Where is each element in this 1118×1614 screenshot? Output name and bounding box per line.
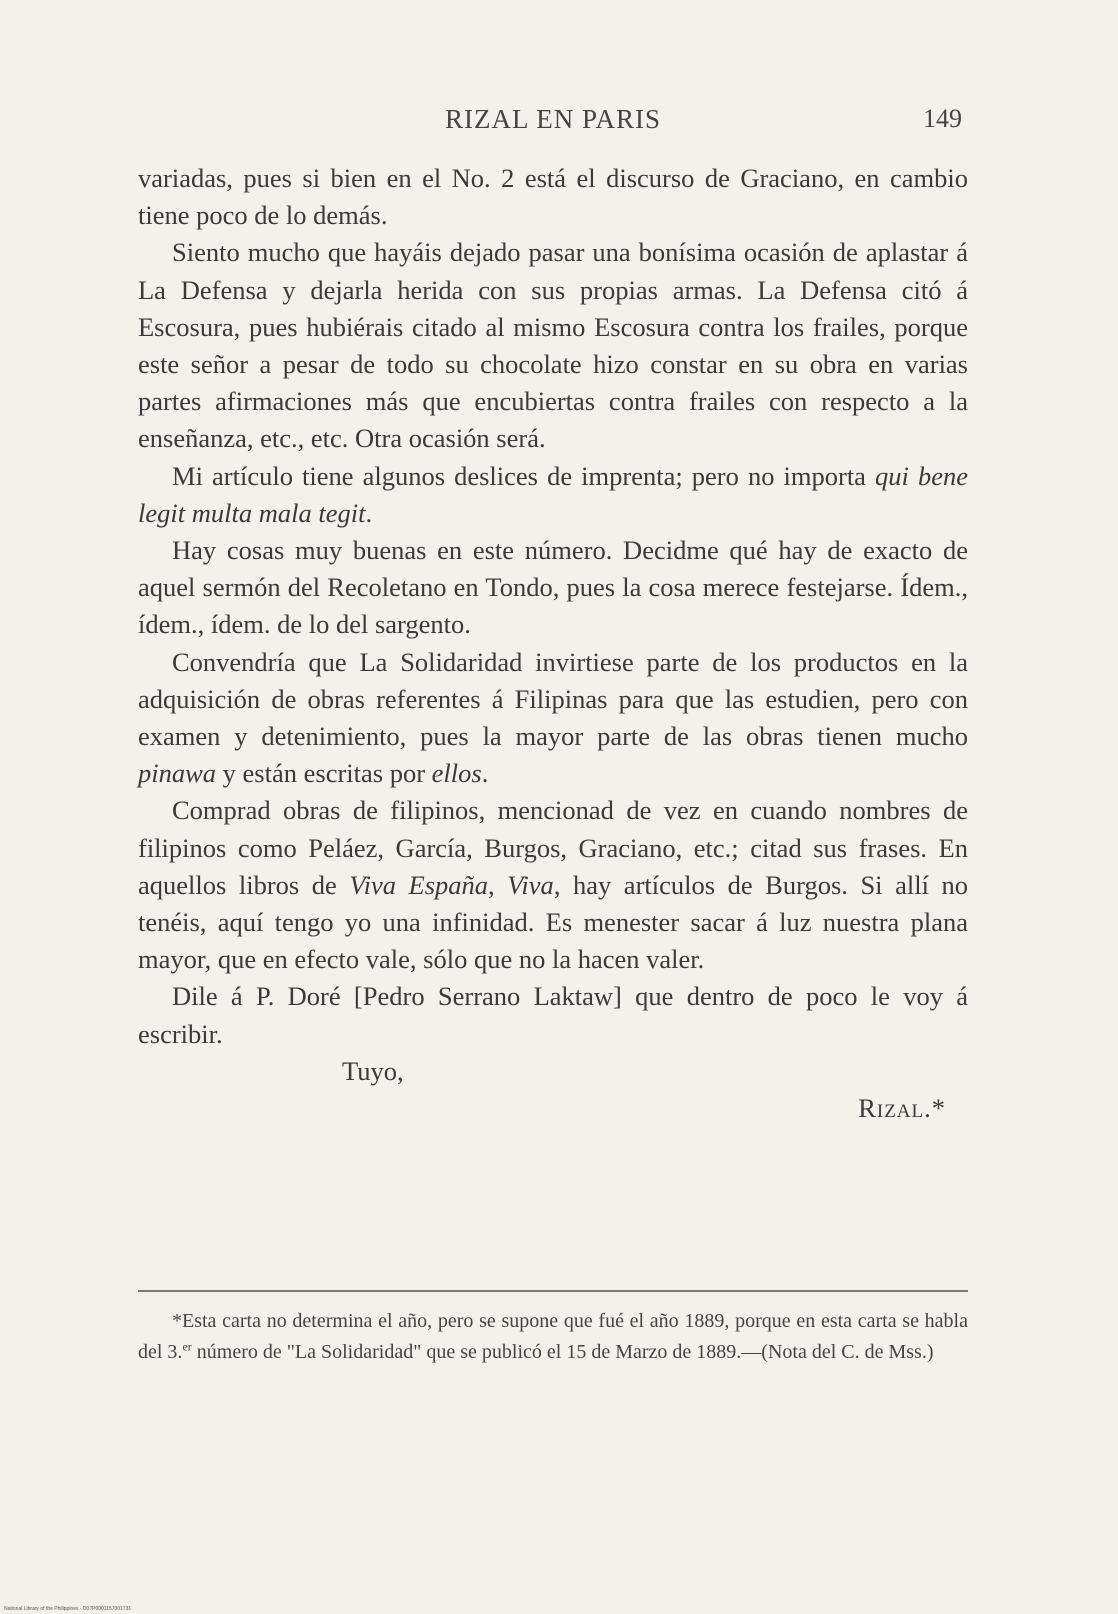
italic-pinawa: pinawa xyxy=(138,758,217,789)
footnote-text-end: número de "La Solidaridad" que se publicó el 15 de Marzo de 1889.—(Nota del C. de Mss.) xyxy=(191,1341,934,1363)
paragraph-6-text: Comprad obras de filipinos, mencionad de vez en cuando nombres de filipinos como Peláez, García, Burgos, Graciano, etc.; citad sus frases. En aquellos libros de xyxy=(138,795,968,900)
paragraph-7-text: Dile á P. Doré [Pedro Serrano Laktaw] que dentro de poco le voy á escribir. xyxy=(138,981,968,1049)
footnote-paragraph xyxy=(138,1306,968,1368)
paragraph-3 xyxy=(138,458,968,532)
paragraph-2-text: Siento mucho que hayáis dejado pasar una bonísima ocasión de aplastar á La Defensa y dejarla herida con sus propias armas. La Defensa citó á Escosura, pues hubiérais citado al mismo Escosura contra los frailes, porque este señor a pesar de todo su chocolate hizo constar en su obra en varias partes afirmaciones más que encubiertas contra frailes con respecto a la enseñanza, etc., etc. Otra ocasión será. xyxy=(138,237,968,454)
running-head xyxy=(138,104,968,144)
paragraph-6-end: , hay artículos de Burgos. Si allí no tenéis, aquí tengo yo una infinidad. Es menester sacar á luz nuestra plana mayor, que en efecto vale, sólo que no la hacen valer. xyxy=(138,869,969,975)
paragraph-4 xyxy=(138,532,968,644)
scan-imprint: National Library of the Philippines · D07P0001157001731 xyxy=(4,1606,132,1612)
running-title: RIZAL EN PARIS xyxy=(444,104,662,134)
paragraph-2 xyxy=(138,234,968,457)
closing: Tuyo, xyxy=(342,1055,404,1086)
paragraph-3-text: Mi artículo tiene algunos deslices de imprenta; pero no importa xyxy=(172,460,876,491)
book-page xyxy=(138,0,968,1614)
paragraph-6-sep: , xyxy=(488,869,508,900)
footnote-text: *Esta carta no determina el año, pero se supone que fué el año 1889, porque en esta carta se habla del 3. xyxy=(138,1310,968,1363)
paragraph-5 xyxy=(138,644,968,793)
page-number: 149 xyxy=(923,104,962,133)
paragraph-7 xyxy=(138,978,968,1052)
paragraph-1 xyxy=(138,160,968,234)
italic-viva-espana: Viva España xyxy=(349,869,489,900)
ordinal-superscript: er xyxy=(182,1339,192,1354)
paragraph-3-end: . xyxy=(365,497,373,528)
latin-phrase: qui bene legit multa mala tegit xyxy=(138,460,968,528)
paragraph-5-mid: y están escritas por xyxy=(216,758,432,789)
italic-viva: Viva xyxy=(507,869,554,900)
paragraph-6 xyxy=(138,792,968,978)
footnote-rule xyxy=(138,1290,968,1292)
italic-ellos: ellos xyxy=(431,758,482,789)
paragraph-5-end: . xyxy=(481,758,489,789)
paragraph-4-text: Hay cosas muy buenas en este número. Decidme qué hay de exacto de aquel sermón del Recoletano en Tondo, pues la cosa merece festejarse. Ídem., ídem., ídem. de lo del sargento. xyxy=(138,535,968,640)
footnote xyxy=(138,1306,968,1368)
paragraph-1-text: variadas, pues si bien en el No. 2 está el discurso de Graciano, en cambio tiene poco de lo demás. xyxy=(138,163,968,231)
signature: Rizal.* xyxy=(858,1093,946,1124)
letter-body xyxy=(138,160,968,1127)
paragraph-5-text: Convendría que La Solidaridad invirtiese parte de los productos en la adquisición de obras referentes á Filipinas para que las estudien, pero con examen y detenimiento, pues la mayor parte de las obras tienen mucho xyxy=(138,646,968,752)
